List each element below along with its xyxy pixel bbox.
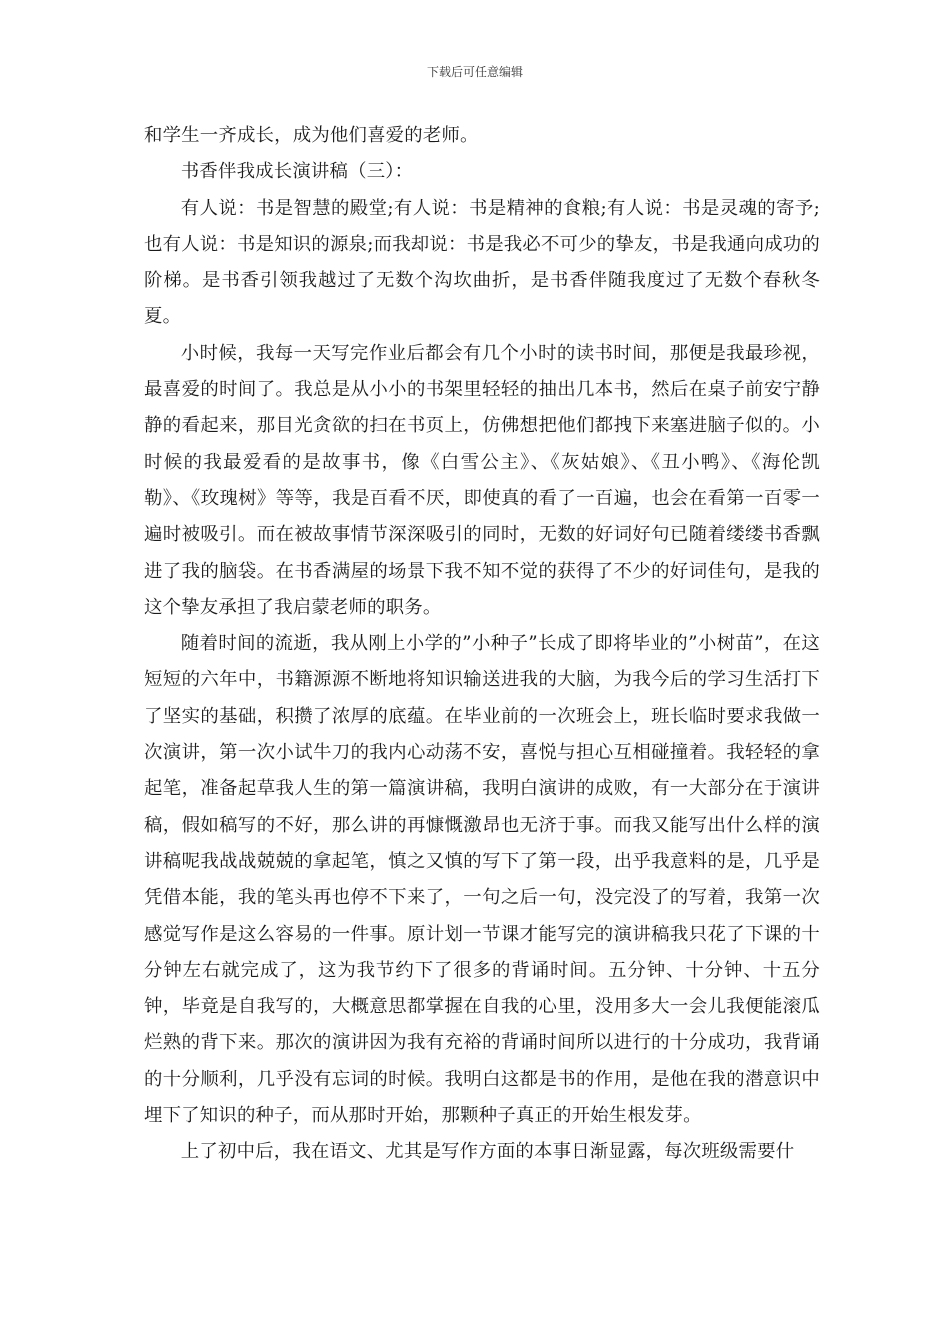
section-title: 书香伴我成长演讲稿（三）： xyxy=(180,161,414,183)
paragraph: 随着时间的流逝，我从刚上小学的”小种子”长成了即将毕业的”小树苗”，在这短短的六年中，书籍源源不断地将知识输送进我的大脑，为我今后的学习生活打下了坚实的基础，积攒了浓厚的底蕴。在毕业前的一次班会上，班长临时要求我做一次演讲，第一次小试牛刀的我内心动荡不安，喜悦与担心互相碰撞着。我轻轻的拿起笔，准备起草我人生的第一篇演讲稿，我明白演讲的成败，有一大部分在于演讲稿，假如稿写的不好，那么讲的再慷慨激昂也无济于事。而我又能写出什么样的演讲稿呢我战战兢兢的拿起笔，慎之又慎的写下了第一段，出乎我意料的是，几乎是凭借本能，我的笔头再也停不下来了，一句之后一句，没完没了的写着，我第一次感觉写作是这么容易的一件事。原计划一节课才能写完的演讲稿我只花了下课的十分钟左右就完成了，这为我节约下了很多的背诵时间。五分钟、十分钟、十五分钟，毕竟是自我写的，大概意思都掌握在自我的心里，没用多大一会儿我便能滚瓜烂熟的背下来。那次的演讲因为我有充裕的背诵时间所以进行的十分成功，我背诵的十分顺利，几乎没有忘词的时候。我明白这都是书的作用，是他在我的潜意识中埋下了知识的种子，而从那时开始，那颗种子真正的开始生根发芽。 xyxy=(144,633,820,1127)
document-body xyxy=(144,118,820,1171)
page-header-note: 下载后可任意编辑 xyxy=(426,65,523,79)
paragraph: 小时候，我每一天写完作业后都会有几个小时的读书时间，那便是我最珍视，最喜爱的时间了。我总是从小小的书架里轻轻的抽出几本书，然后在桌子前安宁静静的看起来，那目光贪欲的扫在书页上，仿佛想把他们都拽下来塞进脑子似的。小时候的我最爱看的是故事书，像《白雪公主》、《灰姑娘》、《丑小鸭》、《海伦凯勒》、《玫瑰树》等等，我是百看不厌，即使真的看了一百遍，也会在看第一百零一遍时被吸引。而在被故事情节深深吸引的同时，无数的好词好句已随着缕缕书香飘进了我的脑袋。在书香满屋的场景下我不知不觉的获得了不少的好词佳句，是我的这个挚友承担了我启蒙老师的职务。 xyxy=(144,342,820,618)
paragraph: 有人说：书是智慧的殿堂;有人说：书是精神的食粮;有人说：书是灵魂的寄予;也有人说：书是知识的源泉;而我却说：书是我必不可少的挚友，书是我通向成功的阶梯。是书香引领我越过了无数个沟坎曲折，是书香伴随我度过了无数个春秋冬夏。 xyxy=(144,197,820,328)
paragraph-continuation: 和学生一齐成长，成为他们喜爱的老师。 xyxy=(144,125,479,146)
paragraph: 上了初中后，我在语文、尤其是写作方面的本事日渐显露，每次班级需要什 xyxy=(180,1141,795,1163)
